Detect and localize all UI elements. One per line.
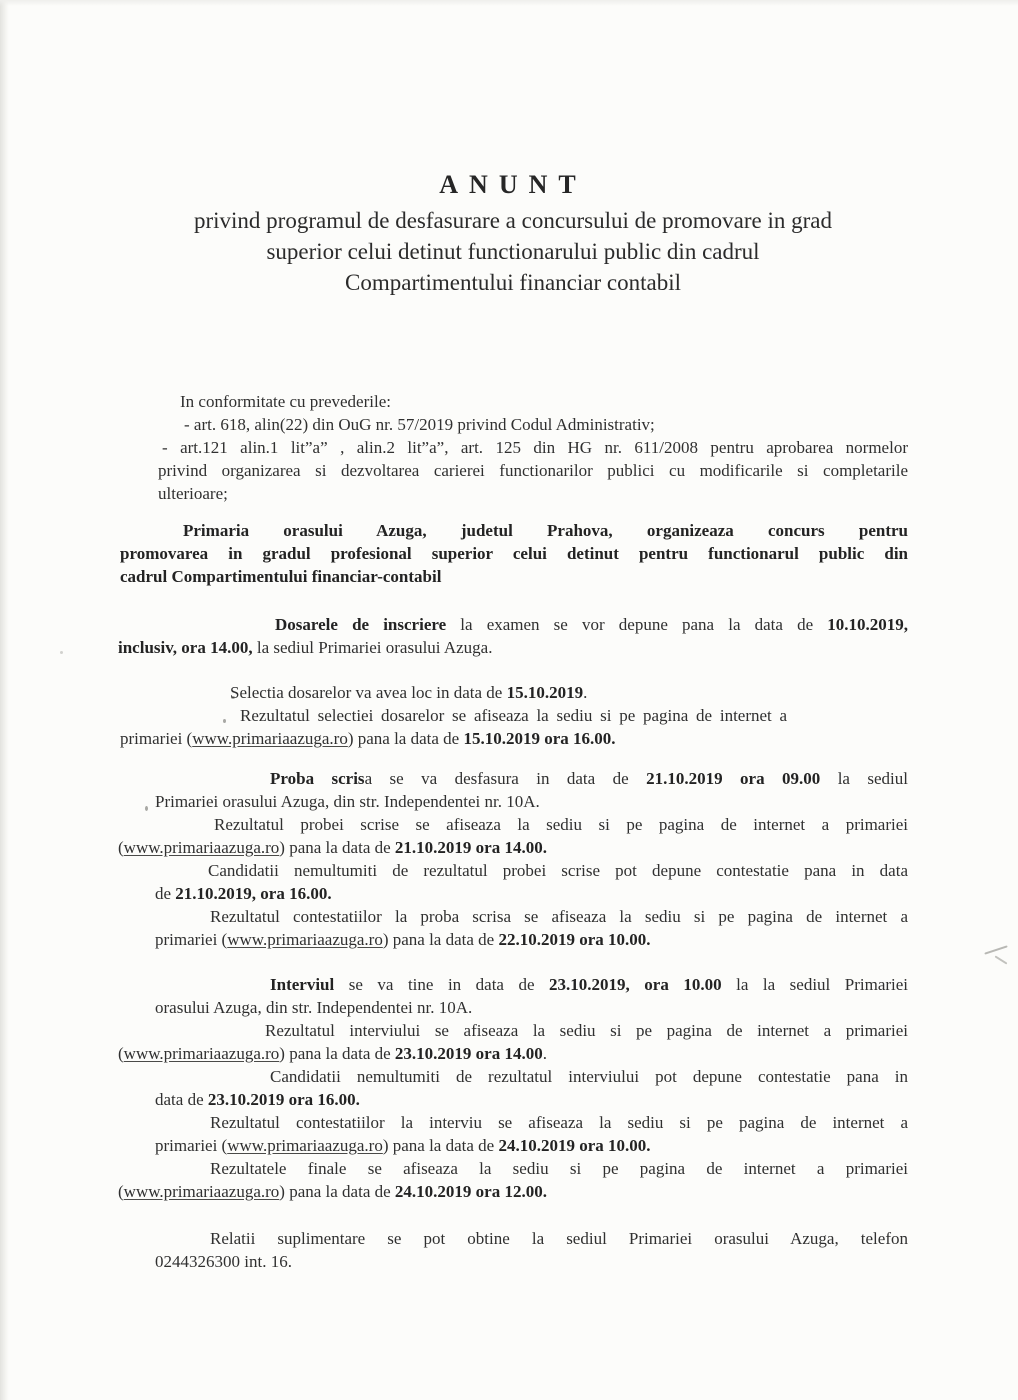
scan-artifact bbox=[995, 955, 1008, 964]
section-interviu bbox=[118, 973, 908, 1203]
doc-line bbox=[158, 459, 908, 482]
doc-line bbox=[184, 413, 908, 436]
scan-edge-shadow-left bbox=[0, 0, 9, 1400]
doc-line bbox=[210, 1227, 908, 1250]
text-segment: Dosarele de inscriere bbox=[275, 615, 447, 634]
text-segment: Rezultatele finale se afiseaza la sediu si pe pagina de internet a primariei bbox=[210, 1159, 908, 1178]
text-segment: Rezultatul interviului se afiseaza la sediu si pe pagina de internet a primariei bbox=[265, 1021, 908, 1040]
text-segment: 0244326300 int. 16. bbox=[155, 1252, 292, 1271]
text-segment: 24.10.2019 ora 12.00. bbox=[394, 1182, 547, 1201]
text-segment: ) pana la data de bbox=[279, 1044, 395, 1063]
doc-line bbox=[155, 1134, 908, 1157]
announcement-title: ANUNT bbox=[439, 170, 587, 199]
text-segment: . bbox=[583, 683, 588, 702]
doc-line bbox=[120, 542, 908, 565]
text-segment: inclusiv, ora 14.00, bbox=[118, 638, 253, 657]
text-segment: Selectia dosarelor va avea loc in data de bbox=[230, 683, 507, 702]
doc-line bbox=[155, 996, 908, 1019]
text-segment: la examen se vor depune pana la data de bbox=[446, 615, 828, 634]
doc-line bbox=[118, 1180, 908, 1203]
doc-line bbox=[214, 813, 908, 836]
text-segment: Rezultatul contestatiilor la interviu se afiseaza la sediu si pe pagina de internet a bbox=[210, 1113, 908, 1132]
doc-line bbox=[208, 859, 908, 882]
doc-line bbox=[270, 1065, 908, 1088]
text-segment: Primaria orasului Azuga, judetul Prahova, organizeaza concurs pentru bbox=[183, 521, 908, 540]
doc-line bbox=[118, 636, 908, 659]
section-proba-scrisa bbox=[118, 767, 908, 951]
text-segment: privind organizarea si dezvoltarea carierei functionarilor publici cu modificarile si completarile bbox=[158, 461, 908, 480]
text-segment: Rezultatul probei scrise se afiseaza la sediu si pe pagina de internet a primariei bbox=[214, 815, 908, 834]
text-segment: 21.10.2019 ora 14.00. bbox=[394, 838, 547, 857]
text-segment: primariei ( bbox=[120, 729, 193, 748]
text-segment: orasului Azuga, din str. Independentei nr. 10A. bbox=[155, 998, 473, 1017]
doc-line bbox=[158, 482, 908, 505]
text-segment: 23.10.2019 ora 16.00. bbox=[207, 1090, 360, 1109]
doc-line bbox=[118, 836, 908, 859]
text-segment: 21.10.2019, ora 16.00. bbox=[175, 884, 332, 903]
section-selectie-dosare bbox=[118, 681, 908, 750]
text-segment: primariei ( bbox=[155, 1136, 228, 1155]
text-segment: 15.10.2019 ora 16.00. bbox=[463, 729, 616, 748]
section-contact bbox=[118, 1227, 908, 1273]
section-organizer-statement bbox=[118, 519, 908, 588]
url-text: www.primariaazuga.ro bbox=[227, 930, 383, 949]
text-segment: ) pana la data de bbox=[382, 930, 499, 949]
text-segment: data de bbox=[155, 1090, 208, 1109]
subtitle-line: Compartimentului financiar contabil bbox=[345, 270, 681, 295]
section-legal-basis bbox=[118, 390, 908, 505]
text-segment: ) pana la data de bbox=[279, 1182, 395, 1201]
document-content bbox=[118, 0, 908, 1273]
doc-line bbox=[240, 704, 908, 727]
url-text: www.primariaazuga.ro bbox=[123, 1182, 280, 1201]
url-text: www.primariaazuga.ro bbox=[192, 729, 348, 748]
text-segment: Rezultatul selectiei dosarelor se afiseaza la sediu si pe pagina de internet a bbox=[240, 706, 788, 725]
scan-artifact bbox=[60, 651, 63, 654]
text-segment: ) pana la data de bbox=[279, 838, 395, 857]
doc-line bbox=[210, 1157, 908, 1180]
subtitle-line: superior celui detinut functionarului public din cadrul bbox=[266, 239, 760, 264]
text-segment: la sediul Primariei orasului Azuga. bbox=[252, 638, 493, 657]
text-segment: primariei ( bbox=[155, 930, 228, 949]
text-segment: ( bbox=[118, 838, 124, 857]
doc-line bbox=[180, 390, 908, 413]
scan-artifact bbox=[984, 945, 1007, 954]
text-segment: Proba scris bbox=[270, 769, 365, 788]
doc-line bbox=[120, 727, 908, 750]
text-segment: ( bbox=[118, 1182, 124, 1201]
doc-line bbox=[155, 882, 908, 905]
text-segment: In conformitate cu prevederile: bbox=[180, 392, 391, 411]
doc-line bbox=[265, 1019, 908, 1042]
text-segment: - art. 618, alin(22) din OuG nr. 57/2019 privind Codul Administrativ; bbox=[184, 415, 655, 434]
text-segment: ( bbox=[118, 1044, 124, 1063]
text-segment: ) pana la data de bbox=[347, 729, 464, 748]
doc-line bbox=[155, 928, 908, 951]
announcement-subtitle bbox=[118, 205, 908, 298]
doc-line bbox=[210, 905, 908, 928]
text-segment: promovarea in gradul profesional superior celui detinut pentru functionarul public din bbox=[120, 544, 908, 563]
text-segment: . bbox=[542, 1044, 547, 1063]
doc-line bbox=[155, 790, 908, 813]
text-segment: ) pana la data de bbox=[382, 1136, 499, 1155]
doc-line bbox=[230, 681, 908, 704]
text-segment: ulterioare; bbox=[158, 484, 228, 503]
text-segment: Relatii suplimentare se pot obtine la sediul Primariei orasului Azuga, telefon bbox=[210, 1229, 908, 1248]
doc-line bbox=[120, 565, 908, 588]
text-segment: 15.10.2019 bbox=[506, 683, 584, 702]
text-segment: Interviul bbox=[270, 975, 335, 994]
doc-line bbox=[162, 436, 908, 459]
text-segment: 23.10.2019 ora 14.00 bbox=[394, 1044, 543, 1063]
text-segment: 23.10.2019, ora 10.00 bbox=[549, 975, 722, 994]
text-segment: - art.121 alin.1 lit”a” , alin.2 lit”a”, art. 125 din HG nr. 611/2008 pentru aprobarea normelor bbox=[162, 438, 908, 457]
doc-line bbox=[210, 1111, 908, 1134]
section-dosare bbox=[118, 613, 908, 659]
text-segment: 21.10.2019 ora 09.00 bbox=[646, 769, 821, 788]
doc-line bbox=[155, 1250, 908, 1273]
doc-line bbox=[155, 1088, 908, 1111]
doc-line bbox=[270, 767, 908, 790]
url-text: www.primariaazuga.ro bbox=[123, 838, 280, 857]
url-text: www.primariaazuga.ro bbox=[123, 1044, 280, 1063]
text-segment: la la sediul Primariei bbox=[721, 975, 909, 994]
doc-line bbox=[118, 1042, 908, 1065]
text-segment: se va tine in data de bbox=[334, 975, 550, 994]
doc-line bbox=[270, 973, 908, 996]
doc-line bbox=[183, 519, 908, 542]
doc-line bbox=[275, 613, 908, 636]
text-segment: 10.10.2019, bbox=[827, 615, 908, 634]
text-segment: Candidatii nemultumiti de rezultatul probei scrise pot depune contestatie pana in data bbox=[208, 861, 908, 880]
text-segment: cadrul Compartimentului financiar-contabil bbox=[120, 567, 442, 586]
subtitle-line: privind programul de desfasurare a concursului de promovare in grad bbox=[193, 208, 833, 233]
text-segment: la sediul bbox=[820, 769, 909, 788]
text-segment: de bbox=[155, 884, 176, 903]
url-text: www.primariaazuga.ro bbox=[227, 1136, 383, 1155]
text-segment: Primariei orasului Azuga, din str. Independentei nr. 10A. bbox=[155, 792, 540, 811]
text-segment: Rezultatul contestatiilor la proba scrisa se afiseaza la sediu si pe pagina de internet a bbox=[210, 907, 908, 926]
text-segment: a se va desfasura in data de bbox=[364, 769, 647, 788]
text-segment: Candidatii nemultumiti de rezultatul interviului pot depune contestatie pana in bbox=[270, 1067, 908, 1086]
text-segment: 22.10.2019 ora 10.00. bbox=[498, 930, 651, 949]
text-segment: 24.10.2019 ora 10.00. bbox=[498, 1136, 651, 1155]
